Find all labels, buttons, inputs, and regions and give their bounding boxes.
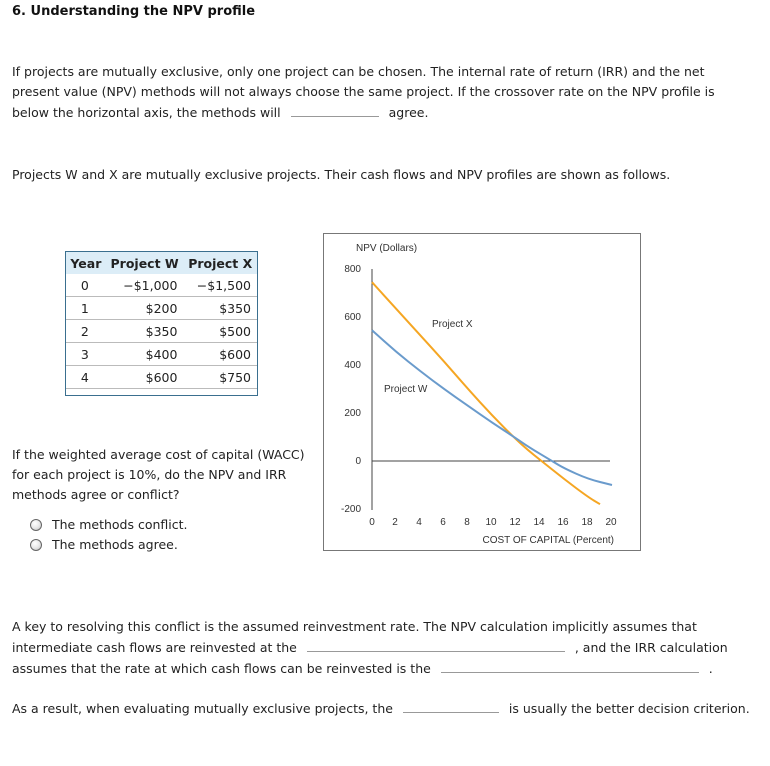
table-header-row — [66, 252, 257, 274]
x-tick: 4 — [416, 517, 422, 528]
wacc-line-2: for each project is 10%, do the NPV and IRR — [12, 467, 287, 482]
conclusion-end: is usually the better decision criterion. — [508, 701, 750, 716]
cell-year: 3 — [66, 343, 106, 366]
table-row — [66, 320, 257, 343]
option-label: The methods conflict. — [52, 517, 188, 532]
reinvestment-line-2-text: intermediate cash flows are reinvested at the — [12, 640, 297, 655]
cell-year: 2 — [66, 320, 106, 343]
npv-chart-svg — [324, 234, 642, 552]
cell-project-x: $350 — [183, 297, 257, 320]
cell-project-x: $500 — [183, 320, 257, 343]
table-row — [66, 297, 257, 320]
x-axis-label: COST OF CAPITAL (Percent) — [482, 535, 614, 546]
x-tick: 8 — [464, 517, 470, 528]
intro-line-1: If projects are mutually exclusive, only one project can be chosen. The internal rate of return (IRR) and the net — [12, 64, 705, 79]
header-year: Year — [66, 252, 106, 274]
x-tick: 6 — [440, 517, 446, 528]
cell-project-w: $350 — [106, 320, 184, 343]
x-tick: 14 — [533, 517, 545, 528]
question-title: 6. Understanding the NPV profile — [12, 4, 256, 19]
y-tick: 800 — [344, 264, 361, 275]
wacc-line-3: methods agree or conflict? — [12, 487, 180, 502]
x-tick: 18 — [581, 517, 593, 528]
reinvestment-line-2 — [12, 637, 728, 658]
label-project-w: Project W — [384, 384, 428, 395]
answer-blank-2[interactable] — [307, 637, 565, 652]
table-row — [66, 366, 257, 389]
option-methods-conflict[interactable] — [30, 517, 188, 532]
option-methods-agree[interactable] — [30, 537, 178, 552]
answer-blank-4[interactable] — [403, 698, 499, 713]
y-tick: 200 — [344, 408, 361, 419]
x-tick: 10 — [485, 517, 497, 528]
x-tick: 16 — [557, 517, 569, 528]
cell-year: 4 — [66, 366, 106, 389]
x-tick: 12 — [509, 517, 521, 528]
projects-statement: Projects W and X are mutually exclusive projects. Their cash flows and NPV profiles are shown as follows. — [12, 167, 671, 182]
npv-profile-chart — [323, 233, 641, 551]
cell-year: 1 — [66, 297, 106, 320]
header-project-x: Project X — [183, 252, 257, 274]
intro-line-3-text: below the horizontal axis, the methods will — [12, 105, 281, 120]
cell-year: 0 — [66, 274, 106, 297]
intro-paragraph — [12, 62, 715, 123]
option-label: The methods agree. — [52, 537, 178, 552]
cash-flow-table — [65, 251, 258, 396]
reinvestment-line-3 — [12, 658, 728, 679]
y-tick: 400 — [344, 360, 361, 371]
table-row — [66, 274, 257, 297]
label-project-x: Project X — [432, 319, 473, 330]
cell-project-x: $750 — [183, 366, 257, 389]
cell-project-w: $600 — [106, 366, 184, 389]
intro-line-3-end: agree. — [388, 105, 429, 120]
conclusion-sentence — [12, 698, 750, 719]
reinvestment-line-3-end: . — [708, 661, 713, 676]
x-tick: 2 — [392, 517, 398, 528]
reinvestment-line-3-text: assumes that the rate at which cash flows can be reinvested is the — [12, 661, 431, 676]
cell-project-w: −$1,000 — [106, 274, 184, 297]
y-tick: 0 — [355, 456, 361, 467]
x-tick: 20 — [605, 517, 617, 528]
cell-project-x: −$1,500 — [183, 274, 257, 297]
series-line-project-w — [372, 330, 612, 485]
y-tick: 600 — [344, 312, 361, 323]
header-project-w: Project W — [106, 252, 184, 274]
y-axis-label: NPV (Dollars) — [356, 243, 418, 254]
answer-blank-3[interactable] — [441, 658, 699, 673]
radio-button-icon[interactable] — [30, 519, 42, 531]
cell-project-w: $400 — [106, 343, 184, 366]
intro-line-3 — [12, 102, 715, 123]
wacc-line-1: If the weighted average cost of capital (WACC) — [12, 447, 305, 462]
answer-blank-1[interactable] — [291, 102, 379, 117]
wacc-question — [12, 445, 305, 505]
radio-button-icon[interactable] — [30, 539, 42, 551]
conclusion-text: As a result, when evaluating mutually exclusive projects, the — [12, 701, 393, 716]
reinvestment-paragraph — [12, 617, 728, 679]
y-tick: -200 — [340, 504, 361, 515]
reinvestment-line-2-end: , and the IRR calculation — [574, 640, 728, 655]
cell-project-x: $600 — [183, 343, 257, 366]
reinvestment-line-1: A key to resolving this conflict is the assumed reinvestment rate. The NPV calculation implicitly assumes that — [12, 619, 697, 634]
x-tick: 0 — [369, 517, 375, 528]
intro-line-2: present value (NPV) methods will not always choose the same project. If the crossover rate on the NPV profile is — [12, 84, 715, 99]
table-row — [66, 343, 257, 366]
cell-project-w: $200 — [106, 297, 184, 320]
